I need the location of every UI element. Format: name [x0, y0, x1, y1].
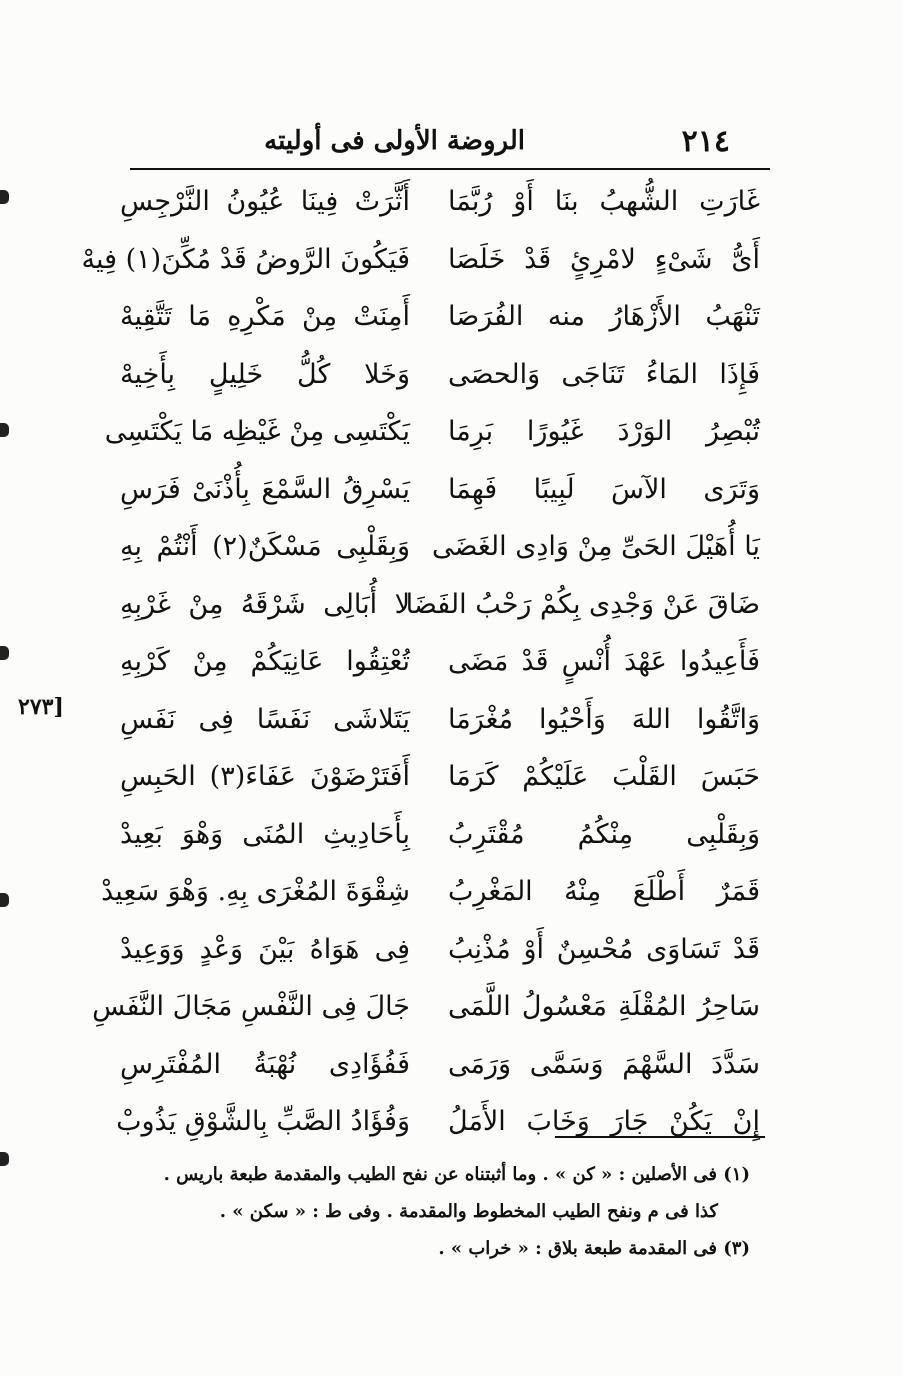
page-header — [130, 120, 770, 170]
first-hemistich: وَاتَّقُوا اللهَ وَأَحْيُوا مُغْرَمَا — [448, 703, 760, 735]
first-hemistich: فَإِذَا المَاءُ تَنَاجَى وَالحصَى — [448, 358, 760, 390]
footnote: (٣) فى المقدمة طبعة بلاق : « خراب » . — [438, 1238, 750, 1259]
verse-line — [120, 525, 760, 583]
second-hemistich: تُعْتِقُوا عَانِيَكُمْ مِنْ كَرْبِهِ — [120, 646, 410, 677]
first-hemistich: تَنْهَبُ الأَزْهَارُ منه الفُرَصَا — [448, 301, 760, 332]
first-hemistich: سَاحِرُ المُقْلَةِ مَعْسُولُ اللَّمَى — [448, 991, 760, 1022]
verse-line — [120, 640, 760, 698]
verse-line — [120, 583, 760, 641]
first-hemistich: وَتَرَى الآسَ لَبِيبًا فَهِمَا — [448, 473, 760, 505]
edge-mark — [0, 423, 9, 437]
verse-line — [116, 1100, 760, 1158]
verse-line — [120, 1043, 760, 1101]
first-hemistich: يَا أُهَيْلَ الحَىِّ مِنْ وَادِى الغَضَى — [431, 531, 760, 562]
second-hemistich: أَفَتَرْضَوْنَ عَفَاءَ(٣) الحَبِسِ — [120, 761, 411, 792]
second-hemistich: أَمِنَتْ مِنْ مَكْرِهِ مَا تَتَّقِيهْ — [120, 301, 410, 332]
verse-line — [92, 985, 760, 1043]
edge-mark — [0, 190, 9, 204]
verse-line — [120, 698, 760, 756]
first-hemistich: ضَاقَ عَنْ وَجْدِى بِكُمْ رَحْبُ الفَضَا — [405, 588, 760, 620]
verse-line — [120, 353, 760, 411]
first-hemistich: فَأَعِيدُوا عَهْدَ أُنْسٍ قَدْ مَضَى — [448, 646, 760, 677]
margin-page-reference: [٢٧٣ — [18, 694, 64, 720]
second-hemistich: لا أُبَالِى شَرْقَهُ مِنْ غَرْبِهِ — [120, 588, 410, 620]
second-hemistich: فِى هَوَاهُ بَيْنَ وَعْدٍ وَوَعِيدْ — [120, 933, 410, 965]
verse-line — [81, 238, 760, 296]
first-hemistich: سَدَّدَ السَّهْمَ وَسَمَّى وَرَمَى — [448, 1048, 760, 1080]
footnotes — [130, 1156, 750, 1267]
verse-line — [120, 928, 760, 986]
footnote-separator — [555, 1136, 765, 1138]
verse-line — [104, 410, 760, 468]
second-hemistich: وَفُؤَادُ الصَّبِّ بِالشَّوْقِ يَذُوبْ — [116, 1106, 410, 1137]
second-hemistich: وَبِقَلْبِى مَسْكَنٌ(٢) أَنْتُمْ بِهِ — [120, 531, 410, 562]
second-hemistich: يَتَلاشَى نَفَسًا فِى نَفَسِ — [120, 703, 410, 735]
verse-line — [120, 755, 760, 813]
poem — [81, 180, 760, 1158]
first-hemistich: وَبِقَلْبِى مِنْكُمُ مُقْتَرِبُ — [448, 818, 760, 850]
second-hemistich: وَخَلا كُلُّ خَلِيلٍ بِأَخِيهْ — [120, 358, 410, 390]
first-hemistich: تُبْصِرُ الوَرْدَ غَيُورًا بَرِمَا — [448, 416, 760, 447]
verse-line — [101, 870, 760, 928]
edge-mark — [0, 646, 9, 660]
verse-line — [120, 813, 760, 871]
second-hemistich: جَالَ فِى النَّفْسِ مَجَالَ النَّفَسِ — [92, 991, 410, 1022]
second-hemistich: يَكْتَسِى مِنْ غَيْظِه مَا يَكْتَسِى — [104, 416, 410, 447]
second-hemistich: يَسْرِقُ السَّمْعَ بِأُذْنَىْ فَرَسِ — [120, 473, 410, 505]
first-hemistich: حَبَسَ القَلْبَ عَلَيْكُمْ كَرَمَا — [448, 761, 760, 792]
page-number: ٢١٤ — [681, 124, 730, 159]
second-hemistich: أَثَّرَتْ فِينَا عُيُونُ النَّرْجِسِ — [120, 186, 410, 217]
verse-line — [120, 180, 760, 238]
first-hemistich: قَمَرٌ أَطْلَعَ مِنْهُ المَغْرِبُ — [448, 876, 760, 907]
second-hemistich: فَيَكُونَ الرَّوضُ قَدْ مُكِّنَ(١) فِيهْ — [81, 243, 410, 275]
footnote: (١) فى الأصلين : « كن » . وما أثبتناه عن نفح الطيب والمقدمة طبعة باريس . — [163, 1164, 750, 1185]
first-hemistich: أَىُّ شَىْءٍ لامْرِئٍ قَدْ خَلَصَا — [448, 243, 760, 275]
verse-line — [120, 468, 760, 526]
first-hemistich: قَدْ تَسَاوَى مُحْسِنٌ أَوْ مُذْنِبُ — [448, 933, 760, 965]
second-hemistich: شِقْوَةَ المُغْرَى بِهِ. وَهْوَ سَعِيدْ — [101, 876, 410, 907]
verse-line — [120, 295, 760, 353]
second-hemistich: فَفُؤَادِى نُهْبَةُ المُفْتَرِسِ — [120, 1048, 410, 1080]
edge-mark — [0, 1152, 9, 1166]
first-hemistich: إِنْ يَكُنْ جَارَ وَخَابَ الأَمَلُ — [448, 1106, 760, 1137]
edge-mark — [0, 893, 9, 907]
running-title: الروضة الأولى فى أوليته — [264, 126, 525, 156]
second-hemistich: بِأَحَادِيثِ المُنَى وَهْوَ بَعِيدْ — [120, 818, 410, 850]
footnote: كذا فى م ونفح الطيب المخطوط والمقدمة . وفى ط : « سكن » . — [219, 1201, 718, 1222]
first-hemistich: غَارَتِ الشُّهبُ بنَا أَوْ رُبَّمَا — [448, 186, 760, 217]
